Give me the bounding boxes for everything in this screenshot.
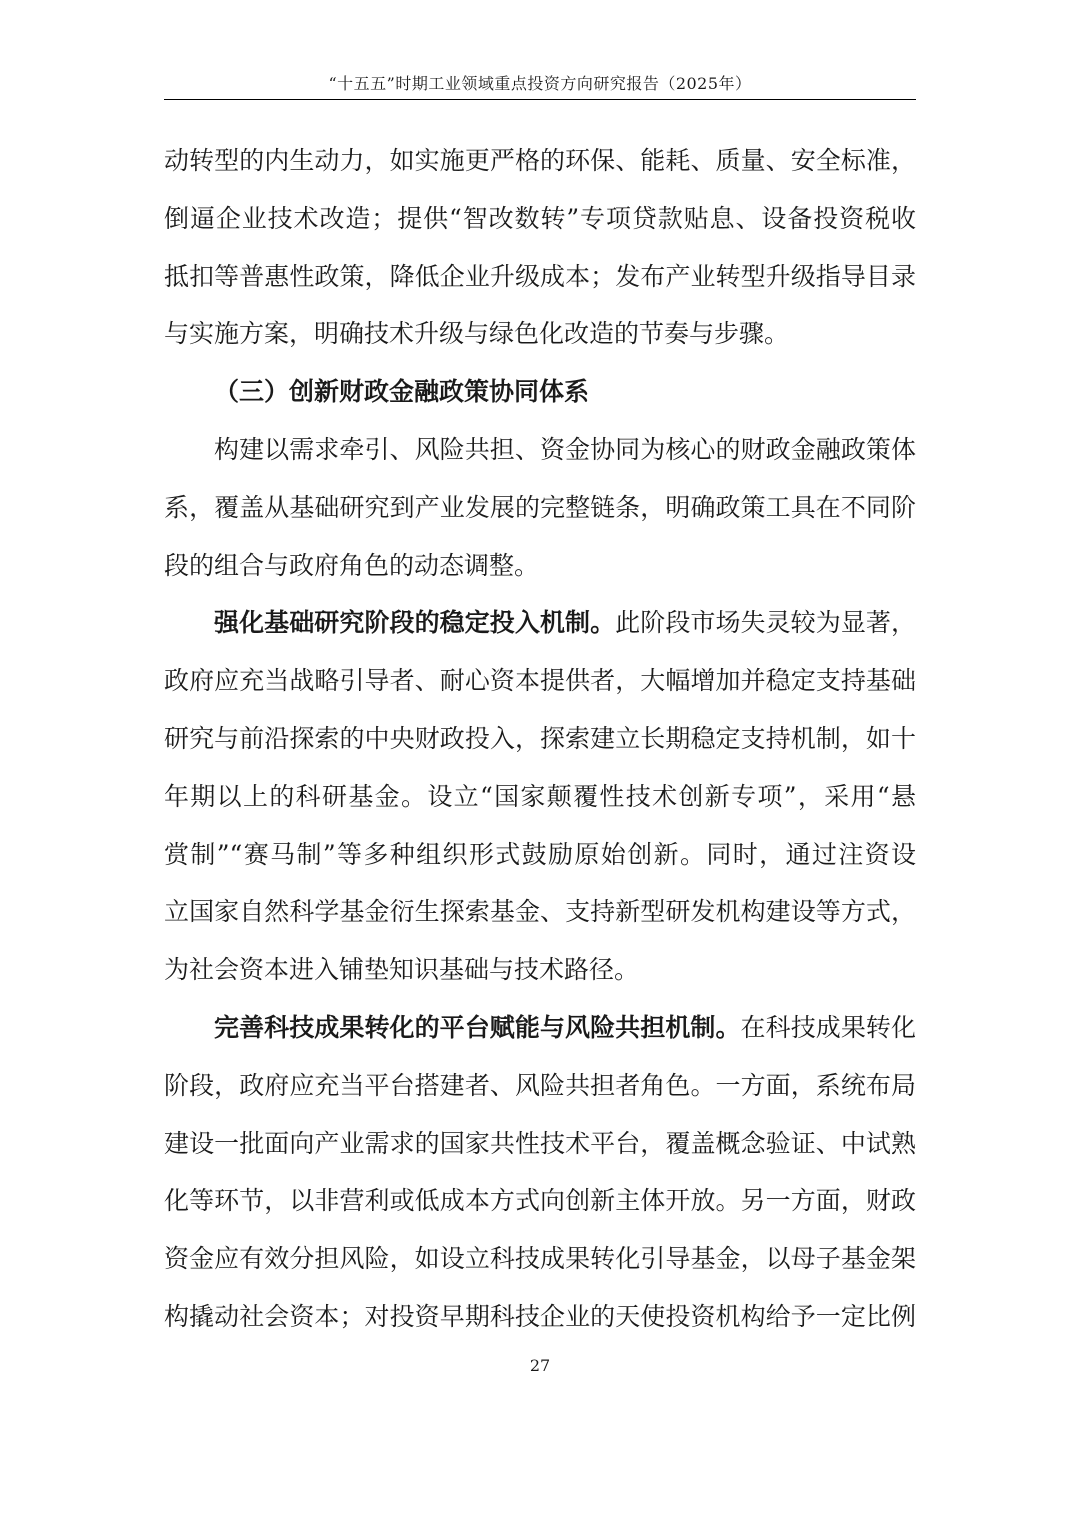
paragraph-line: 动转型的内生动力，如实施更严格的环保、能耗、质量、安全标准， — [164, 146, 916, 175]
section-heading-text: （三）创新财政金融政策协同体系 — [214, 377, 590, 407]
continued-paragraph — [164, 136, 916, 367]
paragraph-first-line — [164, 598, 916, 656]
paragraph-line: 构撬动社会资本；对投资早期科技企业的天使投资机构给予一定比例 — [164, 1301, 916, 1331]
running-header: “十五五”时期工业领域重点投资方向研究报告（2025年） — [328, 74, 752, 93]
paragraph-line: 抵扣等普惠性政策，降低企业升级成本；发布产业转型升级指导目录 — [164, 261, 916, 291]
paragraph-lead: 强化基础研究阶段的稳定投入机制。 — [214, 608, 616, 638]
paragraph-line: 段的组合与政府角色的动态调整。 — [164, 550, 540, 580]
page-number: 27 — [529, 1356, 551, 1375]
paragraph-line: 构建以需求牵引、风险共担、资金协同为核心的财政金融政策体 — [214, 434, 916, 464]
basic-research-paragraph — [164, 598, 916, 1003]
paragraph-text: 在科技成果转化 — [740, 1012, 916, 1042]
paragraph-line: 立国家自然科学基金衍生探索基金、支持新型研发机构建设等方式， — [164, 897, 916, 927]
paragraph-line: 倒逼企业技术改造；提供“智改数转”专项贷款贴息、设备投资税收 — [164, 203, 916, 233]
paragraph-line: 系，覆盖从基础研究到产业发展的完整链条，明确政策工具在不同阶 — [164, 492, 916, 522]
paragraph-line: 赏制”“赛马制”等多种组织形式鼓励原始创新。同时，通过注资设 — [164, 839, 916, 869]
tech-transfer-paragraph — [164, 1003, 916, 1350]
paragraph-line: 建设一批面向产业需求的国家共性技术平台，覆盖概念验证、中试熟 — [164, 1128, 916, 1158]
paragraph-first-line — [164, 1003, 916, 1061]
paragraph-line: 化等环节，以非营利或低成本方式向创新主体开放。另一方面，财政 — [164, 1186, 916, 1216]
paragraph-line: 政府应充当战略引导者、耐心资本提供者，大幅增加并稳定支持基础 — [164, 666, 916, 696]
page-body — [164, 136, 916, 1350]
header-rule — [164, 99, 916, 100]
paragraph-line: 阶段，政府应充当平台搭建者、风险共担者角色。一方面，系统布局 — [164, 1070, 916, 1100]
section-heading — [164, 367, 916, 425]
paragraph-line: 为社会资本进入铺垫知识基础与技术路径。 — [164, 955, 640, 985]
paragraph-line: 年期以上的科研基金。设立“国家颠覆性技术创新专项”，采用“悬 — [164, 781, 916, 811]
paragraph-text: 此阶段市场失灵较为显著， — [615, 608, 916, 638]
paragraph-line: 研究与前沿探索的中央财政投入，探索建立长期稳定支持机制，如十 — [164, 723, 916, 753]
intro-paragraph — [164, 425, 916, 598]
paragraph-lead: 完善科技成果转化的平台赋能与风险共担机制。 — [214, 1012, 741, 1042]
paragraph-line: 资金应有效分担风险，如设立科技成果转化引导基金，以母子基金架 — [164, 1244, 916, 1274]
paragraph-line: 与实施方案，明确技术升级与绿色化改造的节奏与步骤。 — [164, 319, 790, 349]
